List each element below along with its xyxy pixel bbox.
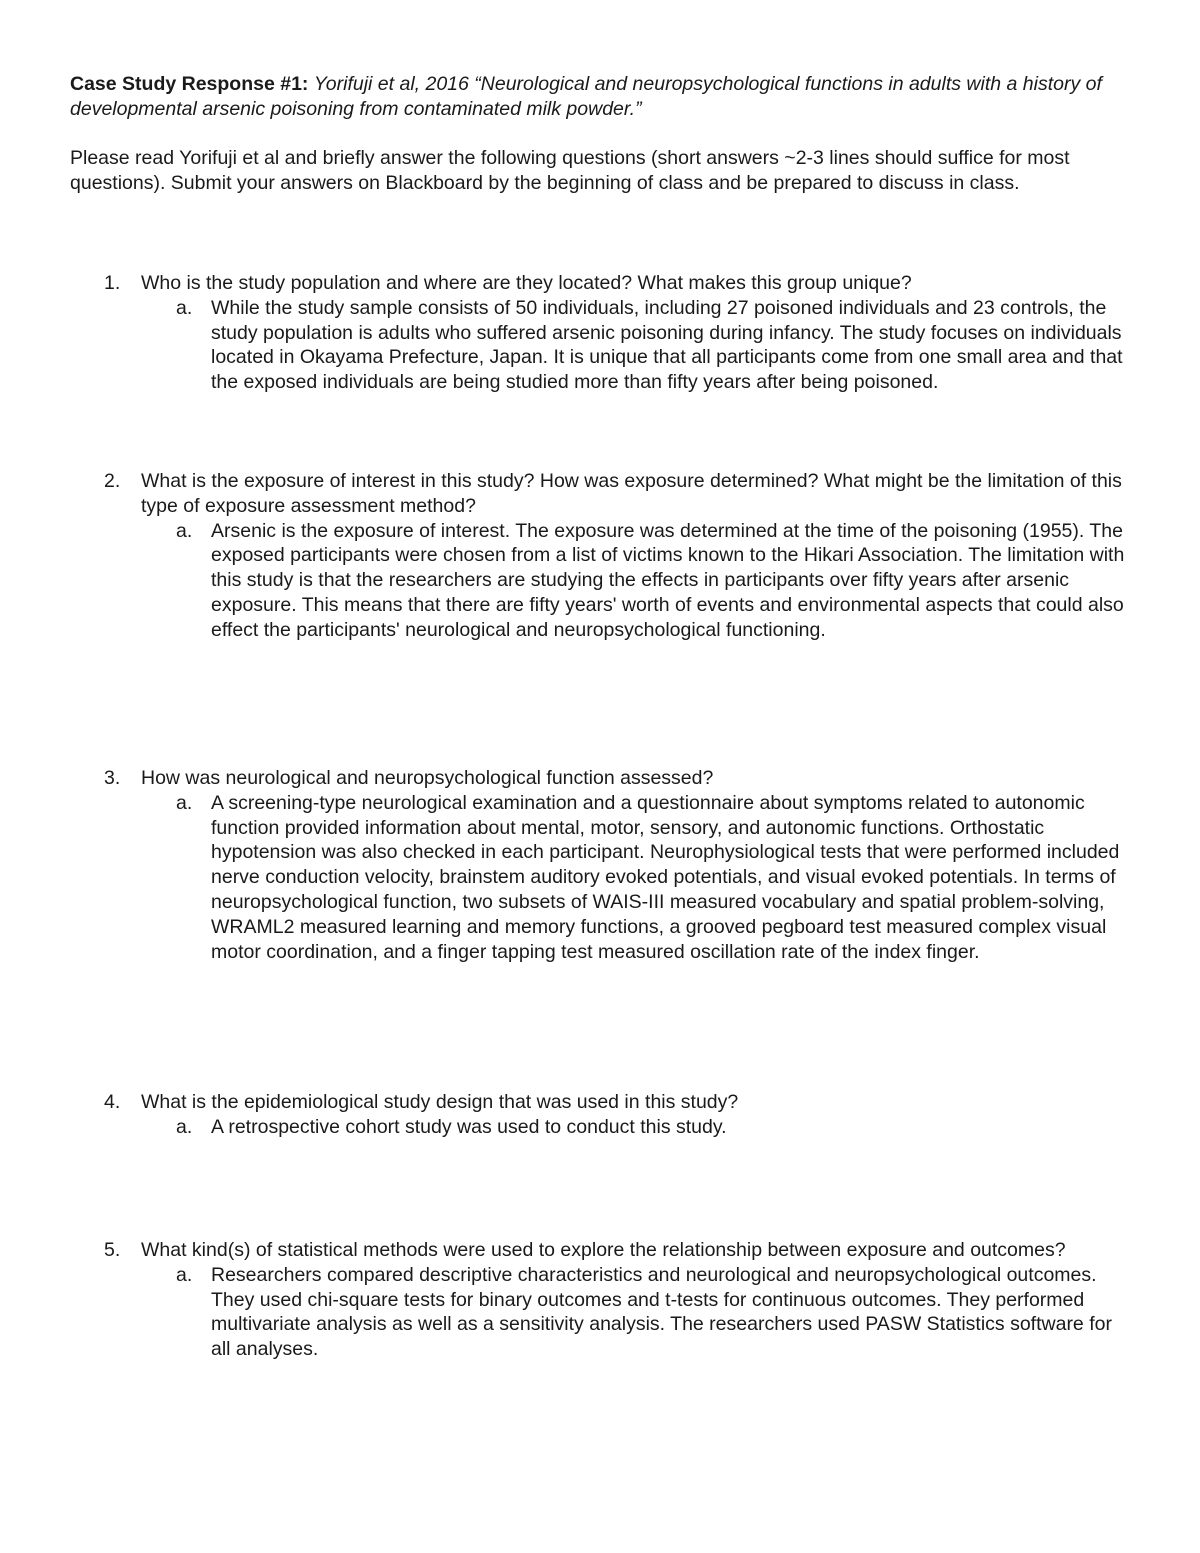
question-row xyxy=(104,1090,1134,1115)
question-item xyxy=(104,271,1134,395)
answer-text: Arsenic is the exposure of interest. The exposure was determined at the time of the poisoning (1955). The exposed participants were chosen from a list of victims known to the Hikari Association. The limitation with this study is that the researchers are studying the effects in participants over fifty years after arsenic exposure. This means that there are fifty years' worth of events and environmental aspects that could also effect the participants' neurological and neuropsychological functioning. xyxy=(211,519,1125,641)
question-row xyxy=(104,271,1134,296)
answer-row xyxy=(104,1115,1134,1140)
question-number: 5. xyxy=(104,1239,121,1261)
question-number: 3. xyxy=(104,767,121,789)
answer-text: Researchers compared descriptive characteristics and neurological and neuropsychological outcomes. They used chi-square tests for binary outcomes and t-tests for continuous outcomes. They performed multivariate analysis as well as a sensitivity analysis. The researchers used PASW Statistics software for all analyses. xyxy=(211,1263,1112,1361)
question-number: 4. xyxy=(104,1091,121,1113)
answer-text: While the study sample consists of 50 individuals, including 27 poisoned individuals and 23 controls, the study population is adults who suffered arsenic poisoning during infancy. The study focuses on individuals located in Okayama Prefecture, Japan. It is unique that all participants come from one small area and that the exposed individuals are being studied more than fifty years after being poisoned. xyxy=(211,296,1123,394)
question-row xyxy=(104,766,1134,791)
question-number: 1. xyxy=(104,272,121,294)
question-text: What kind(s) of statistical methods were used to explore the relationship between exposure and outcomes? xyxy=(141,1239,1066,1261)
question-text: What is the exposure of interest in this study? How was exposure determined? What might be the limitation of this type of exposure assessment method? xyxy=(141,470,1122,517)
header-citation: Yorifuji et al, 2016 “Neurological and neuropsychological functions in adults with a history of developmental arsenic poisoning from contaminated milk powder.” xyxy=(70,73,1102,120)
question-row xyxy=(104,469,1134,519)
question-row xyxy=(104,1238,1134,1263)
answer-row xyxy=(104,1263,1134,1362)
question-item xyxy=(104,766,1134,964)
question-item xyxy=(104,1090,1134,1140)
question-text: Who is the study population and where are they located? What makes this group unique? xyxy=(141,272,912,294)
answer-row xyxy=(104,296,1134,395)
document-header xyxy=(70,72,1135,122)
question-text: How was neurological and neuropsychological function assessed? xyxy=(141,767,714,789)
answer-text: A screening-type neurological examination and a questionnaire about symptoms related to autonomic function provided information about mental, motor, sensory, and autonomic functions. Orthostatic hypotension was also checked in each participant. Neurophysiological tests that were performed included nerve conduction velocity, brainstem auditory evoked potentials, and visual evoked potentials. In terms of neuropsychological function, two subsets of WAIS-III measured vocabulary and spatial problem-solving, WRAML2 measured learning and memory functions, a grooved pegboard test measured complex visual motor coordination, and a finger tapping test measured oscillation rate of the index finger. xyxy=(211,791,1120,963)
question-item xyxy=(104,469,1134,643)
question-item xyxy=(104,1238,1134,1362)
answer-row xyxy=(104,519,1134,643)
answer-letter: a. xyxy=(176,519,193,542)
answer-row xyxy=(104,791,1134,965)
answer-text: A retrospective cohort study was used to conduct this study. xyxy=(211,1115,727,1138)
answer-letter: a. xyxy=(176,1115,193,1138)
question-text: What is the epidemiological study design that was used in this study? xyxy=(141,1091,739,1113)
instructions-paragraph: Please read Yorifuji et al and briefly answer the following questions (short answers ~2-3 lines should suffice for most questions). Submit your answers on Blackboard by the beginning of class and be prepared to discuss in class. xyxy=(70,147,1070,194)
header-label: Case Study Response #1: xyxy=(70,73,309,95)
question-number: 2. xyxy=(104,470,121,492)
answer-letter: a. xyxy=(176,791,193,814)
answer-letter: a. xyxy=(176,296,193,319)
answer-letter: a. xyxy=(176,1263,193,1286)
